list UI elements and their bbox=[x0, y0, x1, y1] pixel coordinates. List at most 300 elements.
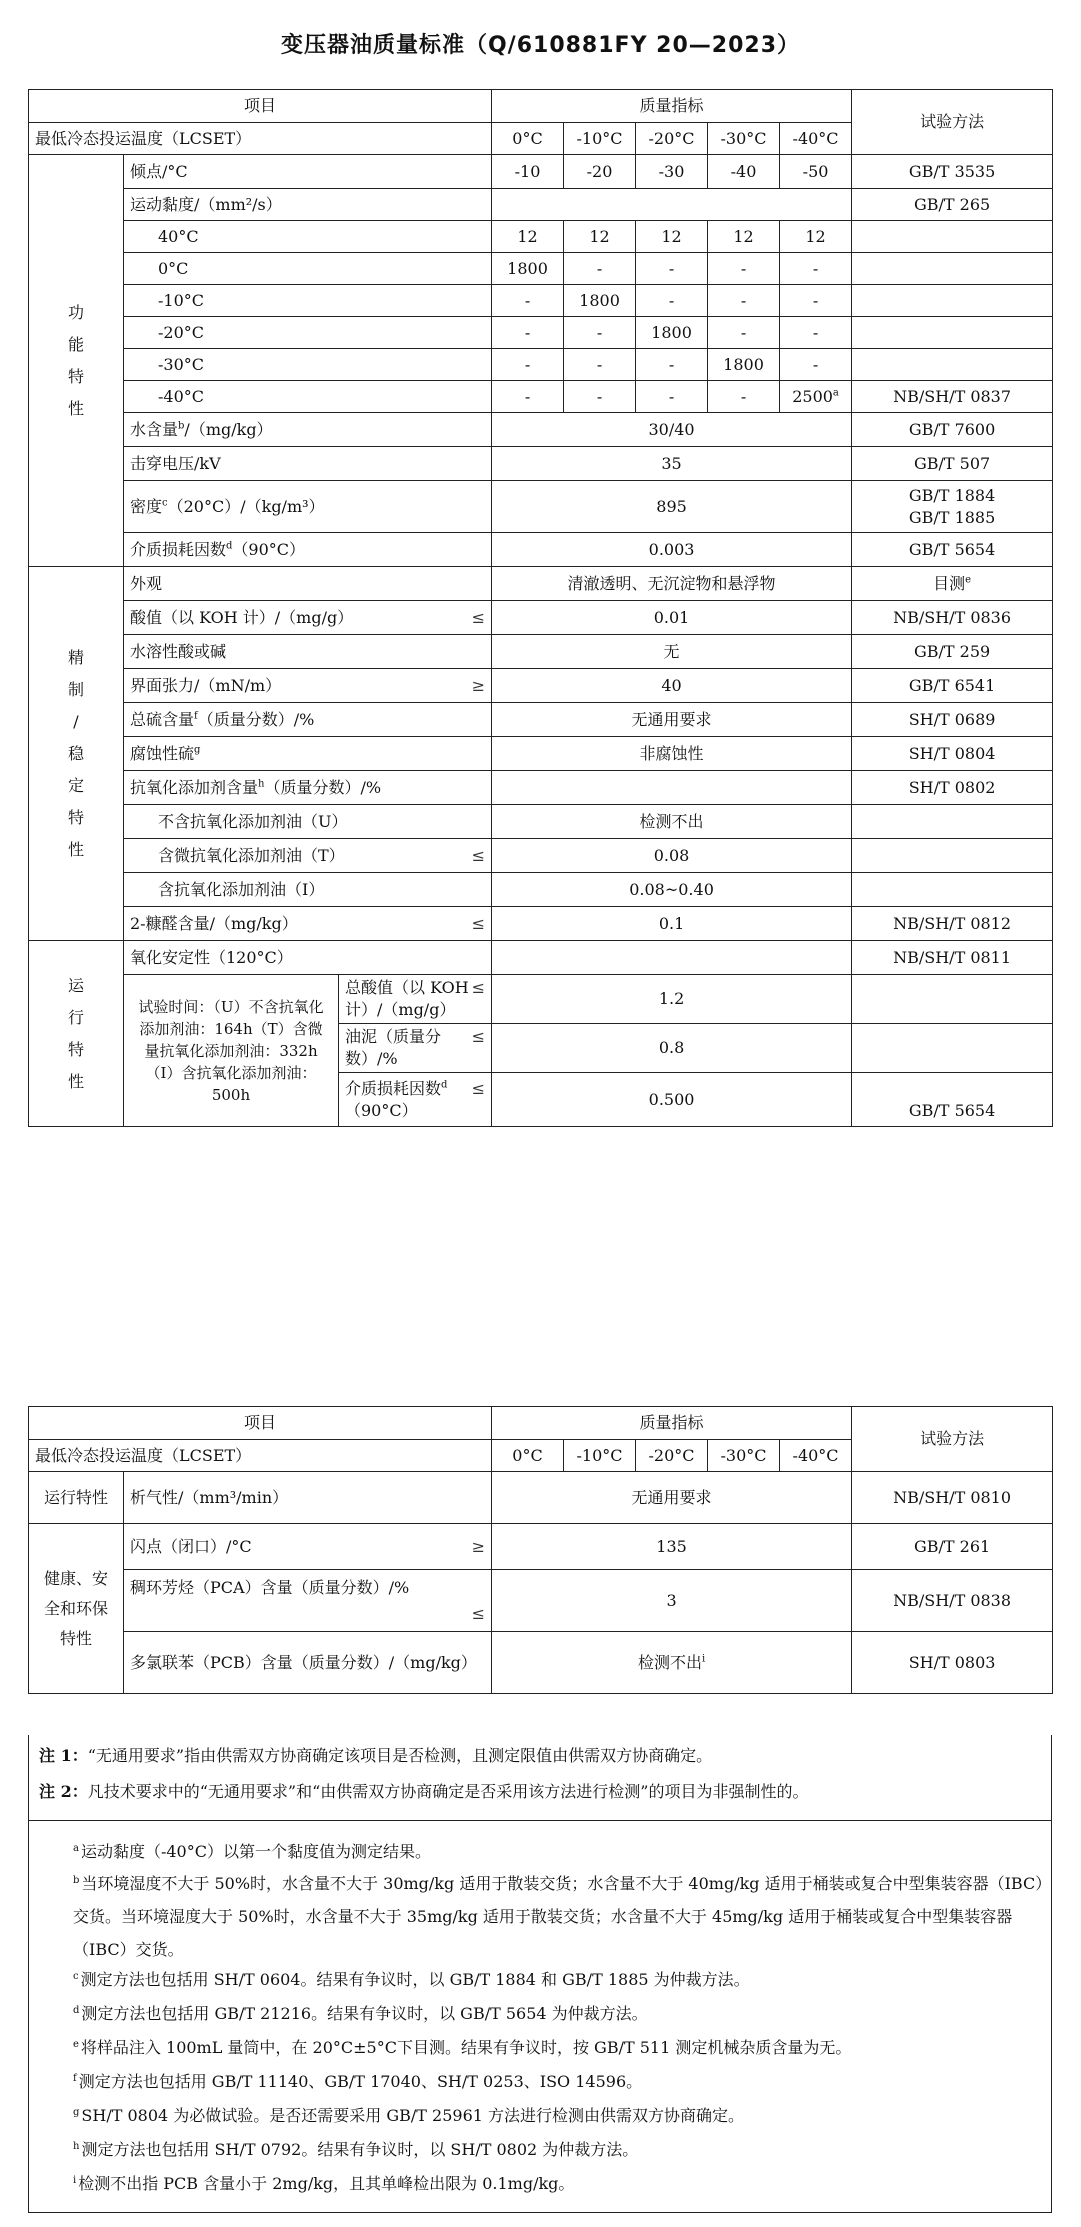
value-cell: 135 bbox=[492, 1524, 852, 1570]
value-cell: 35 bbox=[492, 447, 852, 481]
item-label bbox=[339, 1073, 492, 1127]
table-row bbox=[29, 907, 1053, 941]
header-temp: -30°C bbox=[708, 123, 780, 155]
value-text: - bbox=[668, 258, 675, 278]
item-label-suffix: （20°C）/（kg/m³） bbox=[167, 496, 325, 516]
item-label bbox=[124, 873, 492, 907]
method-cell bbox=[852, 533, 1053, 567]
value-cell bbox=[492, 771, 852, 805]
header-temp: -20°C bbox=[636, 1440, 708, 1472]
table-row bbox=[29, 1524, 1053, 1570]
method-cell bbox=[852, 839, 1053, 873]
header-temp: -10°C bbox=[564, 123, 636, 155]
value-cell bbox=[636, 221, 708, 253]
category-label bbox=[29, 567, 124, 941]
method-text: GB/T 259 bbox=[913, 641, 991, 661]
method-cell bbox=[852, 737, 1053, 771]
footnote-mark: i bbox=[73, 2174, 77, 2186]
footnote-mark: g bbox=[194, 744, 201, 756]
table-row bbox=[29, 381, 1053, 413]
value-cell: 无通用要求 bbox=[492, 1472, 852, 1524]
method-cell bbox=[852, 635, 1053, 669]
item-label-text: 腐蚀性硫 bbox=[130, 743, 195, 763]
table-row bbox=[29, 533, 1053, 567]
value-cell: -40 bbox=[708, 155, 780, 189]
method-cell bbox=[852, 1024, 1053, 1073]
footnote-text: 运动黏度（-40°C）以第一个黏度值为测定结果。 bbox=[80, 1842, 431, 1861]
table-row bbox=[29, 447, 1053, 481]
category-char: 运 bbox=[67, 975, 84, 995]
method-text: SH/T 0802 bbox=[908, 777, 996, 797]
footnote-mark: b bbox=[73, 1874, 80, 1886]
value-cell bbox=[564, 221, 636, 253]
footnote-mark: f bbox=[73, 2072, 77, 2084]
value-cell: -20 bbox=[564, 155, 636, 189]
table-row bbox=[29, 873, 1053, 907]
item-label-text: 击穿电压/kV bbox=[130, 453, 221, 473]
category-char: 制 bbox=[67, 679, 84, 699]
table-row bbox=[29, 155, 1053, 189]
header-quality: 质量指标 bbox=[492, 90, 852, 123]
value-text: - bbox=[596, 258, 603, 278]
value-cell: 895 bbox=[492, 481, 852, 533]
category-char: / bbox=[73, 711, 79, 731]
value-cell bbox=[708, 285, 780, 317]
value-text: - bbox=[740, 258, 747, 278]
category-char: 精 bbox=[67, 647, 84, 667]
category-char: 性 bbox=[67, 1071, 84, 1091]
table-row bbox=[29, 635, 1053, 669]
footnote-text: 测定方法也包括用 SH/T 0792。结果有争议时，以 SH/T 0802 为仲裁方法。 bbox=[81, 2140, 639, 2159]
item-label-suffix: （90°C） bbox=[232, 539, 306, 559]
notes-divider bbox=[29, 1820, 1051, 1821]
value-text: - bbox=[668, 290, 675, 310]
value-cell bbox=[492, 221, 564, 253]
method-cell: GB/T 261 bbox=[852, 1524, 1053, 1570]
footnote bbox=[73, 2133, 1063, 2166]
footnote-mark: e bbox=[73, 2038, 79, 2050]
operator-symbol: ≥ bbox=[471, 1536, 486, 1556]
category-char: 能 bbox=[67, 334, 84, 354]
value-cell bbox=[492, 253, 564, 285]
operator-symbol: ≤ bbox=[471, 845, 486, 865]
item-label-suffix: /（mg/kg） bbox=[184, 419, 273, 439]
table-row bbox=[29, 317, 1053, 349]
item-label bbox=[124, 669, 492, 703]
value-cell: 无通用要求 bbox=[492, 703, 852, 737]
method-text: SH/T 0689 bbox=[908, 709, 996, 729]
footnote bbox=[73, 2167, 1063, 2200]
table-row bbox=[29, 805, 1053, 839]
document-title: 变压器油质量标准（Q/610881FY 20—2023） bbox=[280, 33, 801, 58]
value-cell: -30 bbox=[636, 155, 708, 189]
value-text: 12 bbox=[733, 226, 754, 246]
footnote-mark: h bbox=[258, 778, 265, 790]
footnote-text: 将样品注入 100mL 量筒中，在 20°C±5°C下目测。结果有争议时，按 GB/T 511 测定机械杂质含量为无。 bbox=[80, 2038, 852, 2057]
value-text: - bbox=[596, 354, 603, 374]
method-text: GB/T 507 bbox=[913, 453, 991, 473]
header-lcset: 最低冷态投运温度（LCSET） bbox=[29, 1440, 492, 1472]
operator-symbol: ≤ bbox=[471, 1603, 486, 1623]
table-row bbox=[29, 1632, 1053, 1694]
method-cell bbox=[852, 253, 1053, 285]
item-label bbox=[124, 447, 492, 481]
operator-symbol: ≥ bbox=[471, 675, 486, 695]
value-cell bbox=[564, 253, 636, 285]
footnote-text: 测定方法也包括用 GB/T 11140、GB/T 17040、SH/T 0253、ISO 14596。 bbox=[78, 2072, 643, 2091]
table-row bbox=[29, 839, 1053, 873]
item-label bbox=[124, 703, 492, 737]
value-cell bbox=[636, 349, 708, 381]
method-cell bbox=[852, 703, 1053, 737]
viscosity-temp: -40°C bbox=[124, 381, 492, 413]
value-cell: -10 bbox=[492, 155, 564, 189]
value-cell bbox=[708, 381, 780, 413]
category-label: 运行特性 bbox=[29, 1472, 124, 1524]
table-row bbox=[29, 669, 1053, 703]
table-row bbox=[29, 601, 1053, 635]
method-cell: GB/T 5654 bbox=[852, 1073, 1053, 1127]
item-label bbox=[124, 601, 492, 635]
table-row bbox=[29, 941, 1053, 975]
method-cell bbox=[852, 349, 1053, 381]
item-label: 多氯联苯（PCB）含量（质量分数）/（mg/kg） bbox=[124, 1632, 492, 1694]
footnote bbox=[73, 2065, 1063, 2098]
item-label-text: 含抗氧化添加剂油（I） bbox=[158, 879, 325, 899]
value-cell bbox=[492, 317, 564, 349]
value-text: - bbox=[812, 322, 819, 342]
header-method: 试验方法 bbox=[852, 1407, 1053, 1472]
value-cell: 检测不出 bbox=[492, 805, 852, 839]
item-label-text: 水溶性酸或碱 bbox=[130, 641, 227, 661]
value-cell: 1.2 bbox=[492, 975, 852, 1024]
item-label bbox=[124, 567, 492, 601]
method-text: 目测 bbox=[933, 573, 966, 593]
item-label-suffix: （质量分数）/% bbox=[264, 777, 382, 797]
header-temp: -40°C bbox=[780, 123, 852, 155]
value-text: - bbox=[524, 322, 531, 342]
footnote bbox=[73, 1997, 1063, 2030]
method-cell: NB/SH/T 0811 bbox=[852, 941, 1053, 975]
operator-symbol: ≤ bbox=[471, 1027, 486, 1046]
value-cell bbox=[780, 253, 852, 285]
footnote-text: SH/T 0804 为必做试验。是否还需要采用 GB/T 25961 方法进行检测由供需双方协商确定。 bbox=[81, 2106, 745, 2125]
footnote-mark: h bbox=[73, 2140, 80, 2152]
header-item: 项目 bbox=[29, 90, 492, 123]
value-cell: 0.500 bbox=[492, 1073, 852, 1127]
value-text: 12 bbox=[661, 226, 682, 246]
header-temp: 0°C bbox=[492, 123, 564, 155]
item-label-suffix: （质量分数）/% bbox=[197, 709, 315, 729]
value-text: - bbox=[812, 290, 819, 310]
viscosity-temp: 40°C bbox=[124, 221, 492, 253]
item-label-text: 油泥（质量分数）/% bbox=[345, 1027, 442, 1068]
table-row bbox=[29, 413, 1053, 447]
item-label: 析气性/（mm³/min） bbox=[124, 1472, 492, 1524]
value-cell: 40 bbox=[492, 669, 852, 703]
value-cell bbox=[492, 381, 564, 413]
item-label bbox=[124, 481, 492, 533]
value-text: 1800 bbox=[507, 258, 548, 278]
viscosity-temp: -30°C bbox=[124, 349, 492, 381]
item-label-text: 倾点/°C bbox=[130, 161, 188, 181]
category-char: 定 bbox=[67, 775, 84, 795]
table-row bbox=[29, 349, 1053, 381]
item-label bbox=[124, 737, 492, 771]
item-label: 氧化安定性（120°C） bbox=[124, 941, 492, 975]
footnote-mark: d bbox=[73, 2004, 80, 2016]
item-label bbox=[124, 805, 492, 839]
footnote-mark: g bbox=[73, 2106, 80, 2118]
item-label bbox=[124, 907, 492, 941]
value-cell: 0.1 bbox=[492, 907, 852, 941]
table-row bbox=[29, 1472, 1053, 1524]
footnote-mark: d bbox=[441, 1079, 448, 1091]
item-label bbox=[124, 189, 492, 221]
footnote-mark: c bbox=[73, 1970, 79, 1982]
item-label bbox=[124, 839, 492, 873]
value-text: 1800 bbox=[723, 354, 764, 374]
value-cell: 0.003 bbox=[492, 533, 852, 567]
item-label-text: 外观 bbox=[130, 573, 163, 593]
value-cell bbox=[564, 381, 636, 413]
method-text: SH/T 0804 bbox=[908, 743, 996, 763]
method-text: GB/T 5654 bbox=[908, 539, 996, 559]
value-text: - bbox=[596, 322, 603, 342]
value-cell: 30/40 bbox=[492, 413, 852, 447]
method-cell: GB/T 3535 bbox=[852, 155, 1053, 189]
value-cell bbox=[636, 285, 708, 317]
item-label-text: 闪点（闭口）/°C bbox=[130, 1536, 252, 1556]
value-text: 12 bbox=[517, 226, 538, 246]
method-cell bbox=[852, 907, 1053, 941]
item-label bbox=[124, 413, 492, 447]
footnote-mark: b bbox=[178, 420, 185, 432]
method-cell bbox=[852, 285, 1053, 317]
value-cell bbox=[636, 381, 708, 413]
item-label-text: 稠环芳烃（PCA）含量（质量分数）/% bbox=[130, 1577, 410, 1597]
method-text: GB/T 6541 bbox=[908, 675, 996, 695]
method-cell bbox=[852, 669, 1053, 703]
operator-symbol: ≤ bbox=[471, 913, 486, 933]
value-cell bbox=[492, 941, 852, 975]
category-label bbox=[29, 155, 124, 567]
quality-table-part2 bbox=[28, 1406, 1053, 1694]
method-cell: NB/SH/T 0837 bbox=[852, 381, 1053, 413]
note-1: 注 1：“无通用要求”指由供需双方协商确定该项目是否检测，且测定限值由供需双方协商确定。 bbox=[39, 1746, 713, 1765]
value-cell bbox=[780, 349, 852, 381]
value-text: - bbox=[524, 386, 531, 406]
value-cell bbox=[708, 349, 780, 381]
value-cell bbox=[780, 381, 852, 413]
value-text: 检测不出 bbox=[637, 1652, 702, 1672]
item-label-text: 2-糠醛含量/（mg/kg） bbox=[130, 913, 298, 933]
method-cell: NB/SH/T 0838 bbox=[852, 1570, 1053, 1632]
footnote bbox=[73, 2099, 1063, 2132]
item-label-text: 总硫含量 bbox=[130, 709, 195, 729]
header-temp: -40°C bbox=[780, 1440, 852, 1472]
footnote-mark: i bbox=[701, 1653, 706, 1665]
value-text: 1800 bbox=[651, 322, 692, 342]
method-cell bbox=[852, 481, 1053, 533]
footnote-text: 当环境湿度不大于 50%时，水含量不大于 30mg/kg 适用于散装交货；水含量不大于 40mg/kg 适用于桶装或复合中型集装容器（IBC）交货。当环境湿度大于 50%时，水含量不大于 35mg/kg 适用于散装交货；水含量不大于 45mg/kg 适用于桶装或复合中型集装容器（IBC）交货。 bbox=[73, 1874, 1052, 1959]
item-label bbox=[124, 1524, 492, 1570]
item-label bbox=[339, 1024, 492, 1073]
item-label-text: 水含量 bbox=[130, 419, 179, 439]
footnote-mark: c bbox=[162, 497, 168, 509]
category-char: 行 bbox=[67, 1007, 84, 1027]
value-cell bbox=[780, 221, 852, 253]
value-cell: 0.08~0.40 bbox=[492, 873, 852, 907]
header-temp: -30°C bbox=[708, 1440, 780, 1472]
value-cell bbox=[636, 317, 708, 349]
value-cell: 非腐蚀性 bbox=[492, 737, 852, 771]
value-text: - bbox=[668, 354, 675, 374]
value-text: 12 bbox=[805, 226, 826, 246]
item-label-text: 总酸值（以 KOH 计）/（mg/g） bbox=[345, 978, 469, 1019]
method-cell: NB/SH/T 0810 bbox=[852, 1472, 1053, 1524]
value-cell bbox=[708, 253, 780, 285]
operator-symbol: ≤ bbox=[471, 607, 486, 627]
method-cell: GB/T 265 bbox=[852, 189, 1053, 221]
method-cell bbox=[852, 221, 1053, 253]
footnote-mark: a bbox=[73, 1842, 79, 1854]
table-row bbox=[29, 737, 1053, 771]
value-cell bbox=[780, 317, 852, 349]
footnote bbox=[73, 1835, 1063, 1868]
method-text: NB/SH/T 0836 bbox=[893, 607, 1012, 627]
value-cell bbox=[708, 221, 780, 253]
value-text: - bbox=[524, 290, 531, 310]
value-cell bbox=[636, 253, 708, 285]
footnote-text: 测定方法也包括用 SH/T 0604。结果有争议时，以 GB/T 1884 和 GB/T 1885 为仲裁方法。 bbox=[80, 1970, 750, 1989]
method-cell bbox=[852, 771, 1053, 805]
category-label bbox=[29, 941, 124, 1127]
item-label bbox=[124, 155, 492, 189]
value-cell bbox=[564, 349, 636, 381]
value-cell: 0.08 bbox=[492, 839, 852, 873]
value-text: 1800 bbox=[579, 290, 620, 310]
value-cell bbox=[564, 317, 636, 349]
item-label-text: 密度 bbox=[130, 496, 163, 516]
value-cell: 3 bbox=[492, 1570, 852, 1632]
category-char: 特 bbox=[67, 807, 84, 827]
value-text: - bbox=[812, 258, 819, 278]
header-item: 项目 bbox=[29, 1407, 492, 1440]
value-cell bbox=[708, 317, 780, 349]
header-temp: -20°C bbox=[636, 123, 708, 155]
viscosity-temp: -10°C bbox=[124, 285, 492, 317]
table-row bbox=[29, 1407, 1053, 1440]
value-text: - bbox=[668, 386, 675, 406]
footnote-text: 检测不出指 PCB 含量小于 2mg/kg，且其单峰检出限为 0.1mg/kg。 bbox=[78, 2174, 575, 2193]
value-cell bbox=[780, 285, 852, 317]
item-label bbox=[124, 635, 492, 669]
value-text: 2500 bbox=[792, 386, 833, 406]
item-label bbox=[124, 533, 492, 567]
category-label: 健康、安全和环保特性 bbox=[29, 1524, 124, 1694]
table-row bbox=[29, 253, 1053, 285]
value-text: - bbox=[740, 322, 747, 342]
viscosity-temp: -20°C bbox=[124, 317, 492, 349]
value-text: 12 bbox=[589, 226, 610, 246]
operator-symbol: ≤ bbox=[471, 1078, 486, 1098]
method-cell bbox=[852, 873, 1053, 907]
method-text: GB/T 1885 bbox=[908, 507, 996, 527]
method-cell bbox=[852, 601, 1053, 635]
value-text: - bbox=[596, 386, 603, 406]
header-temp: -10°C bbox=[564, 1440, 636, 1472]
table-row bbox=[29, 481, 1053, 533]
category-char: 特 bbox=[67, 366, 84, 386]
item-label bbox=[124, 771, 492, 805]
header-temp: 0°C bbox=[492, 1440, 564, 1472]
test-time-label: 试验时间：（U）不含抗氧化添加剂油：164h（T）含微量抗氧化添加剂油：332h（I）含抗氧化添加剂油：500h bbox=[124, 975, 339, 1127]
item-label bbox=[124, 1570, 492, 1632]
footnote-mark: e bbox=[965, 574, 972, 586]
table-row bbox=[29, 567, 1053, 601]
operator-symbol: ≤ bbox=[471, 978, 486, 997]
item-label-text: 界面张力/（mN/m） bbox=[130, 675, 282, 695]
table-row bbox=[29, 221, 1053, 253]
category-char: 性 bbox=[67, 398, 84, 418]
category-char: 功 bbox=[67, 302, 84, 322]
notes-section bbox=[28, 1735, 1052, 2213]
header-quality: 质量指标 bbox=[492, 1407, 852, 1440]
footnote-mark: d bbox=[226, 540, 233, 552]
item-label-text: 介质损耗因数 bbox=[345, 1078, 442, 1098]
value-cell bbox=[492, 349, 564, 381]
table-row bbox=[29, 90, 1053, 123]
category-char: 特 bbox=[67, 1039, 84, 1059]
category-char: 稳 bbox=[67, 743, 84, 763]
value-cell: 0.01 bbox=[492, 601, 852, 635]
category-char: 性 bbox=[67, 839, 84, 859]
value-text: - bbox=[740, 290, 747, 310]
table-row bbox=[29, 771, 1053, 805]
table-row bbox=[29, 189, 1053, 221]
method-cell bbox=[852, 447, 1053, 481]
footnote-text: 测定方法也包括用 GB/T 21216。结果有争议时，以 GB/T 5654 为仲裁方法。 bbox=[81, 2004, 648, 2023]
note-2: 注 2：凡技术要求中的“无通用要求”和“由供需双方协商确定是否采用该方法进行检测”的项目为非强制性的。 bbox=[39, 1782, 809, 1801]
viscosity-temp: 0°C bbox=[124, 253, 492, 285]
method-cell bbox=[852, 317, 1053, 349]
footnote bbox=[73, 2031, 1063, 2064]
value-cell: -50 bbox=[780, 155, 852, 189]
value-cell: 无 bbox=[492, 635, 852, 669]
header-method: 试验方法 bbox=[852, 90, 1053, 155]
item-label-text: 运动黏度/（mm²/s） bbox=[130, 194, 282, 214]
footnote bbox=[73, 1963, 1063, 1996]
value-text: - bbox=[812, 354, 819, 374]
value-cell bbox=[492, 285, 564, 317]
method-cell: SH/T 0803 bbox=[852, 1632, 1053, 1694]
method-cell bbox=[852, 975, 1053, 1024]
header-lcset: 最低冷态投运温度（LCSET） bbox=[29, 123, 492, 155]
value-text: - bbox=[740, 386, 747, 406]
value-cell: 清澈透明、无沉淀物和悬浮物 bbox=[492, 567, 852, 601]
table-row bbox=[29, 975, 1053, 1024]
table-row bbox=[29, 703, 1053, 737]
value-cell bbox=[564, 285, 636, 317]
item-label-text: 含微抗氧化添加剂油（T） bbox=[158, 845, 345, 865]
item-label-text: 抗氧化添加剂含量 bbox=[130, 777, 259, 797]
footnote-mark: f bbox=[194, 710, 198, 722]
quality-table-part1 bbox=[28, 89, 1053, 1127]
value-cell bbox=[492, 189, 852, 221]
item-label-text: 介质损耗因数 bbox=[130, 539, 227, 559]
method-text: GB/T 7600 bbox=[908, 419, 996, 439]
